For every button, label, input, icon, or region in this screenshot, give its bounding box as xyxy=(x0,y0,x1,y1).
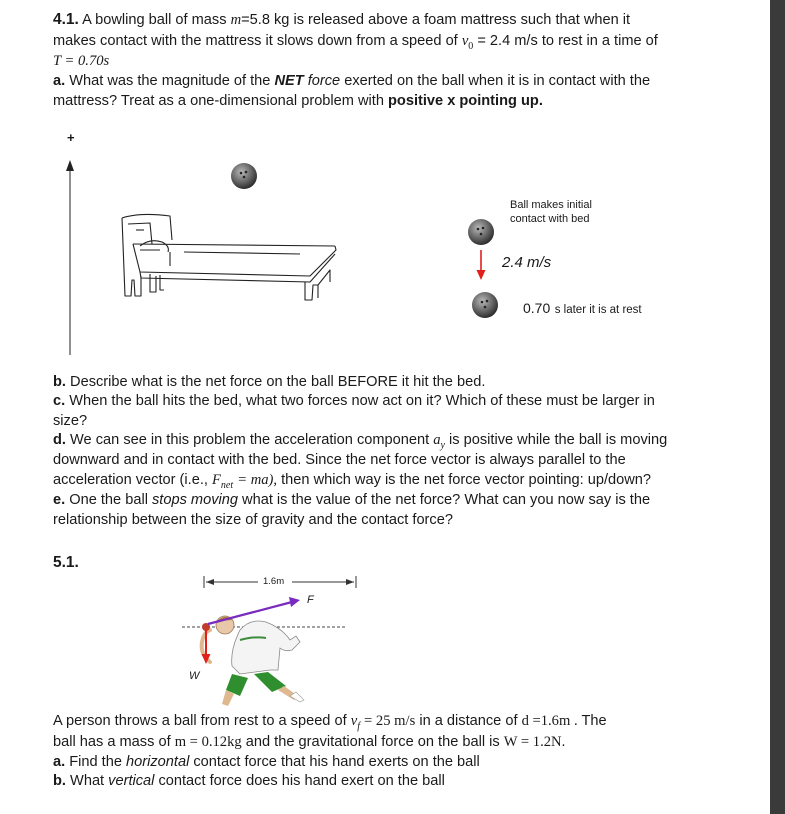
weight-w-label: W xyxy=(189,670,200,682)
problem-4-1-line-2: makes contact with the mattress it slows down from a speed of $v_0 = 2.4$ m/s to rest in a time of xyxy=(53,33,658,52)
question-4-1-d-line-2: downward and in contact with the bed. Since the net force vector is always parallel to the xyxy=(53,452,626,468)
velocity-arrow xyxy=(477,250,486,280)
force-f-arrow xyxy=(208,597,300,624)
force-f-label: F xyxy=(307,594,314,606)
initial-contact-label-2: contact with bed xyxy=(510,213,590,225)
question-5-1-a: a. Find the horizontal contact force that his hand exerts on the ball xyxy=(53,754,480,770)
question-4-1-d-line-3: acceleration vector (i.e., $F_{net} = ma$), then which way is the net force vector pointing: up/down? xyxy=(53,472,652,491)
ball-initial-contact-icon xyxy=(468,219,494,245)
question-4-1-a: a. What was the magnitude of the NET force exerted on the ball when it is in contact with the xyxy=(53,73,651,89)
plus-label: + xyxy=(67,130,75,145)
person-icon xyxy=(202,616,304,706)
problem-number-5-1: 5.1. xyxy=(53,554,79,571)
bowling-ball-icon xyxy=(231,163,257,189)
positive-axis-arrow xyxy=(66,160,74,355)
bed-figure xyxy=(0,0,770,360)
page-edge-bar xyxy=(770,0,785,814)
thrower-figure xyxy=(170,570,360,710)
distance-label: 1.6m xyxy=(263,576,285,587)
question-4-1-b: b. Describe what is the net force on the ball BEFORE it hit the bed. xyxy=(53,374,486,390)
question-4-1-c-line-2: size? xyxy=(53,413,88,429)
problem-5-1-line-1: A person throws a ball from rest to a speed of $v_f = 25$ m/s in a distance of d =1.6m . The xyxy=(53,713,607,732)
problem-5-1-line-2: ball has a mass of m = 0.12kg and the gravitational force on the ball is W = 1.2N. xyxy=(53,734,566,750)
question-4-1-d: d. We can see in this problem the acceleration component $a_y$ is positive while the ball is moving xyxy=(53,432,668,451)
ball-at-rest-icon xyxy=(472,292,498,318)
question-4-1-a-line-2: mattress? Treat as a one-dimensional problem with positive x pointing up. xyxy=(53,93,543,109)
question-4-1-c: c. When the ball hits the bed, what two forces now act on it? Which of these must be larger in xyxy=(53,393,655,409)
question-4-1-e: e. One the ball stops moving what is the value of the net force? What can you now say is the xyxy=(53,492,651,508)
question-4-1-e-line-2: relationship between the size of gravity and the contact force? xyxy=(53,512,453,528)
problem-number: 4.1. xyxy=(53,11,79,28)
question-5-1-b: b. What vertical contact force does his hand exert on the ball xyxy=(53,773,445,789)
time-line: T = 0.70s xyxy=(53,53,110,69)
rest-label: 0.70 s later it is at rest xyxy=(523,300,642,316)
problem-4-1-line-1: 4.1. A bowling ball of mass m=5.8 kg is released above a foam mattress such that when it xyxy=(53,11,631,28)
speed-label: 2.4 m/s xyxy=(502,254,552,271)
bed-icon xyxy=(122,214,336,300)
initial-contact-label-1: Ball makes initial xyxy=(510,199,592,211)
